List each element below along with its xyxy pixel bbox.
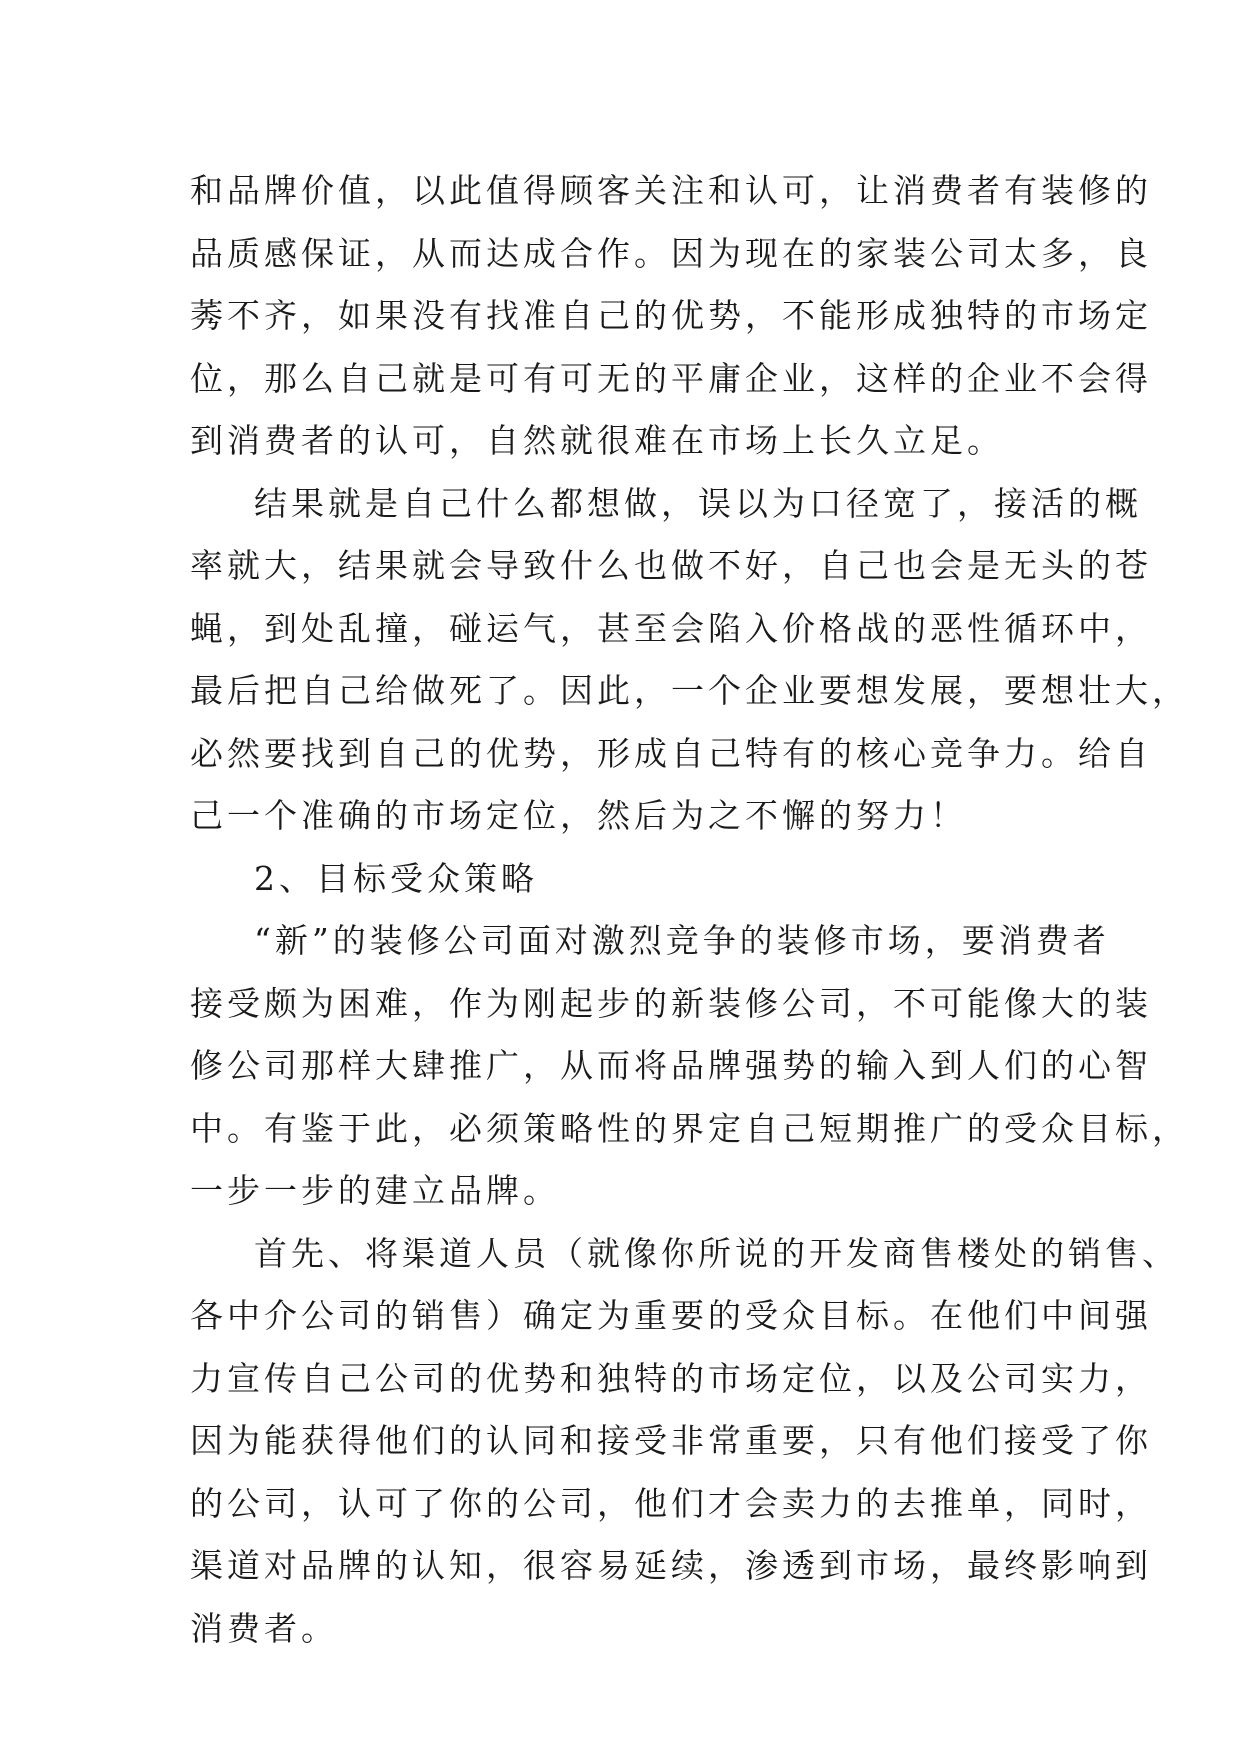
text-line: 因为能获得他们的认同和接受非常重要，只有他们接受了你 [190, 1421, 1152, 1460]
text-line: 渠道对品牌的认知，很容易延续，渗透到市场，最终影响到 [190, 1546, 1152, 1585]
text-line: 莠不齐，如果没有找准自己的优势，不能形成独特的市场定 [190, 296, 1152, 335]
text-line: 首先、将渠道人员（就像你所说的开发商售楼处的销售、 [254, 1233, 1179, 1273]
text-line: 位，那么自己就是可有可无的平庸企业，这样的企业不会得 [190, 358, 1152, 398]
text-line: 和品牌价值，以此值得顾客关注和认可，让消费者有装修的 [190, 171, 1152, 210]
text-line: 2、目标受众策略 [254, 858, 538, 898]
text-line: 中。有鉴于此，必须策略性的界定自己短期推广的受众目标， [190, 1108, 1189, 1148]
text-line: 到消费者的认可，自然就很难在市场上长久立足。 [190, 421, 1004, 460]
text-line: 率就大，结果就会导致什么也做不好，自己也会是无头的苍 [190, 546, 1152, 585]
document-body [190, 160, 1189, 1660]
text-line: 修公司那样大肆推广，从而将品牌强势的输入到人们的心智 [190, 1046, 1152, 1085]
text-line: 接受颇为困难，作为刚起步的新装修公司，不可能像大的装 [190, 983, 1152, 1023]
text-line: 一步一步的建立品牌。 [190, 1171, 560, 1210]
text-line: 力宣传自己公司的优势和独特的市场定位，以及公司实力， [190, 1358, 1152, 1398]
text-line: 最后把自己给做死了。因此，一个企业要想发展，要想壮大， [190, 671, 1189, 710]
text-line: 品质感保证，从而达成合作。因为现在的家装公司太多，良 [190, 233, 1152, 273]
text-line: “新”的装修公司面对激烈竞争的装修市场，要消费者 [254, 921, 1110, 960]
text-line: 消费者。 [190, 1608, 338, 1648]
text-line: 结果就是自己什么都想做，误以为口径宽了，接活的概 [254, 483, 1142, 523]
text-line: 各中介公司的销售）确定为重要的受众目标。在他们中间强 [190, 1296, 1152, 1335]
text-line: 蝇，到处乱撞，碰运气，甚至会陷入价格战的恶性循环中， [190, 608, 1152, 648]
text-line: 己一个准确的市场定位，然后为之不懈的努力！ [190, 796, 967, 835]
text-line: 的公司，认可了你的公司，他们才会卖力的去推单，同时， [190, 1483, 1152, 1523]
text-line: 必然要找到自己的优势，形成自己特有的核心竞争力。给自 [190, 733, 1152, 773]
